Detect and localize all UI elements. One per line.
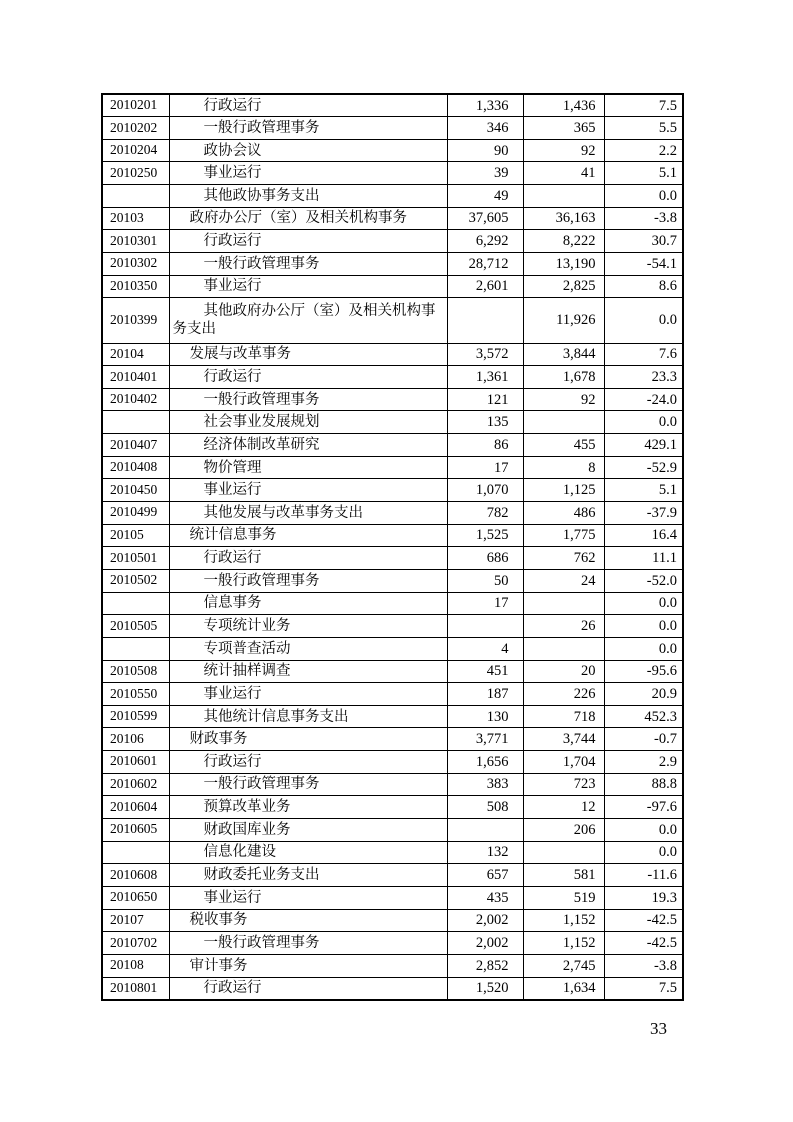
name-cell: 信息化建设	[169, 841, 447, 864]
table-row	[102, 751, 683, 774]
name-cell: 财政委托业务支出	[169, 864, 447, 887]
value2-cell: 1,125	[523, 479, 604, 502]
value1-cell: 187	[447, 683, 523, 706]
name-cell: 社会事业发展规划	[169, 411, 447, 434]
table-row	[102, 705, 683, 728]
value2-cell: 723	[523, 773, 604, 796]
name-cell: 一般行政管理事务	[169, 932, 447, 955]
table-row	[102, 841, 683, 864]
value1-cell: 49	[447, 185, 523, 208]
table-row	[102, 275, 683, 298]
code-cell: 2010502	[102, 569, 169, 592]
value1-cell: 130	[447, 705, 523, 728]
value3-cell: -37.9	[604, 502, 683, 525]
value3-cell: 429.1	[604, 434, 683, 457]
table-row	[102, 592, 683, 615]
name-cell: 财政国库业务	[169, 819, 447, 842]
code-cell: 20108	[102, 954, 169, 977]
table-row	[102, 773, 683, 796]
value3-cell: 7.6	[604, 343, 683, 366]
value1-cell: 346	[447, 117, 523, 140]
code-cell: 20103	[102, 207, 169, 230]
name-cell: 发展与改革事务	[169, 343, 447, 366]
name-cell: 行政运行	[169, 751, 447, 774]
value2-cell: 3,844	[523, 343, 604, 366]
name-cell: 经济体制改革研究	[169, 434, 447, 457]
value1-cell: 435	[447, 886, 523, 909]
name-cell: 一般行政管理事务	[169, 773, 447, 796]
value1-cell: 1,070	[447, 479, 523, 502]
value1-cell: 1,656	[447, 751, 523, 774]
value2-cell: 11,926	[523, 298, 604, 343]
table-row	[102, 479, 683, 502]
value1-cell: 6,292	[447, 230, 523, 253]
value1-cell: 4	[447, 637, 523, 660]
value3-cell: 5.1	[604, 162, 683, 185]
code-cell: 2010201	[102, 94, 169, 117]
budget-table	[101, 93, 684, 1001]
code-cell: 2010601	[102, 751, 169, 774]
value2-cell	[523, 637, 604, 660]
value3-cell: 23.3	[604, 366, 683, 389]
table-row	[102, 207, 683, 230]
code-cell: 2010501	[102, 547, 169, 570]
table-row	[102, 796, 683, 819]
value2-cell: 762	[523, 547, 604, 570]
table-row	[102, 909, 683, 932]
value2-cell: 20	[523, 660, 604, 683]
value2-cell: 581	[523, 864, 604, 887]
code-cell: 2010608	[102, 864, 169, 887]
value2-cell: 226	[523, 683, 604, 706]
table-row	[102, 819, 683, 842]
table-row	[102, 94, 683, 117]
value3-cell: -3.8	[604, 207, 683, 230]
name-cell: 政协会议	[169, 139, 447, 162]
value1-cell: 2,002	[447, 932, 523, 955]
value2-cell: 92	[523, 139, 604, 162]
value3-cell: 0.0	[604, 185, 683, 208]
value1-cell: 1,336	[447, 94, 523, 117]
value3-cell: 0.0	[604, 841, 683, 864]
code-cell: 2010401	[102, 366, 169, 389]
value2-cell: 1,775	[523, 524, 604, 547]
value3-cell: -52.9	[604, 456, 683, 479]
code-cell: 2010250	[102, 162, 169, 185]
table-row	[102, 728, 683, 751]
table-row	[102, 660, 683, 683]
code-cell: 2010204	[102, 139, 169, 162]
value3-cell: -95.6	[604, 660, 683, 683]
name-cell: 一般行政管理事务	[169, 569, 447, 592]
table-row	[102, 366, 683, 389]
name-cell: 其他政府办公厅（室）及相关机构事务支出	[169, 298, 447, 343]
value2-cell: 718	[523, 705, 604, 728]
code-cell: 2010399	[102, 298, 169, 343]
name-cell: 行政运行	[169, 94, 447, 117]
code-cell	[102, 185, 169, 208]
value3-cell: -0.7	[604, 728, 683, 751]
value1-cell: 1,525	[447, 524, 523, 547]
name-cell: 一般行政管理事务	[169, 252, 447, 275]
value2-cell: 1,704	[523, 751, 604, 774]
code-cell	[102, 592, 169, 615]
name-cell: 行政运行	[169, 230, 447, 253]
code-cell: 2010407	[102, 434, 169, 457]
name-cell: 财政事务	[169, 728, 447, 751]
name-cell: 行政运行	[169, 977, 447, 1000]
code-cell: 2010702	[102, 932, 169, 955]
value2-cell: 2,825	[523, 275, 604, 298]
code-cell: 2010505	[102, 615, 169, 638]
code-cell	[102, 411, 169, 434]
value3-cell: 0.0	[604, 819, 683, 842]
name-cell: 预算改革业务	[169, 796, 447, 819]
value3-cell: 0.0	[604, 411, 683, 434]
value2-cell: 8,222	[523, 230, 604, 253]
table-row	[102, 388, 683, 411]
value2-cell: 24	[523, 569, 604, 592]
value1-cell: 1,520	[447, 977, 523, 1000]
table-row	[102, 117, 683, 140]
value1-cell: 508	[447, 796, 523, 819]
value2-cell: 365	[523, 117, 604, 140]
code-cell: 2010801	[102, 977, 169, 1000]
code-cell: 2010301	[102, 230, 169, 253]
code-cell: 2010402	[102, 388, 169, 411]
value2-cell: 519	[523, 886, 604, 909]
page-number: 33	[650, 1019, 667, 1038]
value3-cell: 7.5	[604, 94, 683, 117]
value2-cell	[523, 411, 604, 434]
table-row	[102, 954, 683, 977]
value1-cell: 3,572	[447, 343, 523, 366]
value2-cell: 1,678	[523, 366, 604, 389]
name-cell: 专项普查活动	[169, 637, 447, 660]
value1-cell: 132	[447, 841, 523, 864]
value1-cell	[447, 615, 523, 638]
name-cell: 税收事务	[169, 909, 447, 932]
name-cell: 一般行政管理事务	[169, 388, 447, 411]
code-cell: 20104	[102, 343, 169, 366]
code-cell: 2010599	[102, 705, 169, 728]
code-cell: 2010450	[102, 479, 169, 502]
value2-cell: 36,163	[523, 207, 604, 230]
value3-cell: 2.2	[604, 139, 683, 162]
value1-cell: 121	[447, 388, 523, 411]
table-row	[102, 139, 683, 162]
name-cell: 事业运行	[169, 683, 447, 706]
table-row	[102, 185, 683, 208]
name-cell: 事业运行	[169, 479, 447, 502]
table-row	[102, 886, 683, 909]
value1-cell: 86	[447, 434, 523, 457]
value2-cell: 1,634	[523, 977, 604, 1000]
name-cell: 其他发展与改革事务支出	[169, 502, 447, 525]
value3-cell: 0.0	[604, 298, 683, 343]
value2-cell: 3,744	[523, 728, 604, 751]
table-row	[102, 343, 683, 366]
name-cell: 事业运行	[169, 162, 447, 185]
value1-cell: 37,605	[447, 207, 523, 230]
code-cell: 2010350	[102, 275, 169, 298]
value1-cell: 2,002	[447, 909, 523, 932]
name-cell: 物价管理	[169, 456, 447, 479]
name-cell: 统计抽样调查	[169, 660, 447, 683]
value3-cell: 2.9	[604, 751, 683, 774]
name-cell: 行政运行	[169, 547, 447, 570]
value3-cell: -3.8	[604, 954, 683, 977]
code-cell: 20106	[102, 728, 169, 751]
value1-cell: 451	[447, 660, 523, 683]
code-cell	[102, 841, 169, 864]
name-cell: 其他统计信息事务支出	[169, 705, 447, 728]
name-cell: 一般行政管理事务	[169, 117, 447, 140]
value1-cell: 50	[447, 569, 523, 592]
table-row	[102, 524, 683, 547]
code-cell: 2010408	[102, 456, 169, 479]
name-cell: 统计信息事务	[169, 524, 447, 547]
value2-cell	[523, 841, 604, 864]
code-cell: 2010650	[102, 886, 169, 909]
value3-cell: 5.1	[604, 479, 683, 502]
value2-cell: 1,436	[523, 94, 604, 117]
value1-cell: 3,771	[447, 728, 523, 751]
table-row	[102, 569, 683, 592]
value2-cell: 92	[523, 388, 604, 411]
code-cell: 20105	[102, 524, 169, 547]
value2-cell: 206	[523, 819, 604, 842]
table-row	[102, 411, 683, 434]
value3-cell: -54.1	[604, 252, 683, 275]
value2-cell: 1,152	[523, 909, 604, 932]
value3-cell: -52.0	[604, 569, 683, 592]
value3-cell: 30.7	[604, 230, 683, 253]
table-row	[102, 252, 683, 275]
name-cell: 其他政协事务支出	[169, 185, 447, 208]
value1-cell	[447, 819, 523, 842]
table-row	[102, 502, 683, 525]
value2-cell: 2,745	[523, 954, 604, 977]
code-cell: 2010302	[102, 252, 169, 275]
value2-cell: 1,152	[523, 932, 604, 955]
value3-cell: 20.9	[604, 683, 683, 706]
value3-cell: -97.6	[604, 796, 683, 819]
name-cell: 专项统计业务	[169, 615, 447, 638]
value3-cell: 11.1	[604, 547, 683, 570]
value2-cell	[523, 185, 604, 208]
value1-cell: 2,852	[447, 954, 523, 977]
value3-cell: 7.5	[604, 977, 683, 1000]
value1-cell: 17	[447, 592, 523, 615]
value3-cell: 0.0	[604, 615, 683, 638]
value2-cell: 26	[523, 615, 604, 638]
value1-cell: 28,712	[447, 252, 523, 275]
value2-cell: 486	[523, 502, 604, 525]
value3-cell: 19.3	[604, 886, 683, 909]
code-cell: 2010508	[102, 660, 169, 683]
value1-cell: 383	[447, 773, 523, 796]
table-row	[102, 932, 683, 955]
table-row	[102, 298, 683, 343]
code-cell: 2010605	[102, 819, 169, 842]
budget-table-body	[102, 94, 683, 1000]
table-row	[102, 637, 683, 660]
code-cell	[102, 637, 169, 660]
value3-cell: -42.5	[604, 909, 683, 932]
value3-cell: -42.5	[604, 932, 683, 955]
value3-cell: 0.0	[604, 637, 683, 660]
value1-cell: 782	[447, 502, 523, 525]
table-row	[102, 434, 683, 457]
value2-cell: 41	[523, 162, 604, 185]
code-cell: 2010602	[102, 773, 169, 796]
value3-cell: 0.0	[604, 592, 683, 615]
value1-cell	[447, 298, 523, 343]
table-row	[102, 977, 683, 1000]
value3-cell: -11.6	[604, 864, 683, 887]
value2-cell: 8	[523, 456, 604, 479]
value3-cell: 452.3	[604, 705, 683, 728]
value3-cell: 5.5	[604, 117, 683, 140]
table-row	[102, 230, 683, 253]
value1-cell: 17	[447, 456, 523, 479]
table-row	[102, 547, 683, 570]
value1-cell: 657	[447, 864, 523, 887]
value1-cell: 686	[447, 547, 523, 570]
name-cell: 行政运行	[169, 366, 447, 389]
value3-cell: -24.0	[604, 388, 683, 411]
value2-cell: 12	[523, 796, 604, 819]
code-cell: 2010202	[102, 117, 169, 140]
table-row	[102, 864, 683, 887]
name-cell: 事业运行	[169, 886, 447, 909]
value2-cell	[523, 592, 604, 615]
name-cell: 事业运行	[169, 275, 447, 298]
value1-cell: 90	[447, 139, 523, 162]
value1-cell: 135	[447, 411, 523, 434]
code-cell: 2010499	[102, 502, 169, 525]
value1-cell: 2,601	[447, 275, 523, 298]
code-cell: 20107	[102, 909, 169, 932]
table-row	[102, 615, 683, 638]
value1-cell: 39	[447, 162, 523, 185]
value3-cell: 88.8	[604, 773, 683, 796]
code-cell: 2010604	[102, 796, 169, 819]
value1-cell: 1,361	[447, 366, 523, 389]
name-cell: 审计事务	[169, 954, 447, 977]
value2-cell: 455	[523, 434, 604, 457]
name-cell: 政府办公厅（室）及相关机构事务	[169, 207, 447, 230]
value2-cell: 13,190	[523, 252, 604, 275]
value3-cell: 16.4	[604, 524, 683, 547]
value3-cell: 8.6	[604, 275, 683, 298]
table-row	[102, 683, 683, 706]
table-row	[102, 162, 683, 185]
code-cell: 2010550	[102, 683, 169, 706]
name-cell: 信息事务	[169, 592, 447, 615]
table-row	[102, 456, 683, 479]
